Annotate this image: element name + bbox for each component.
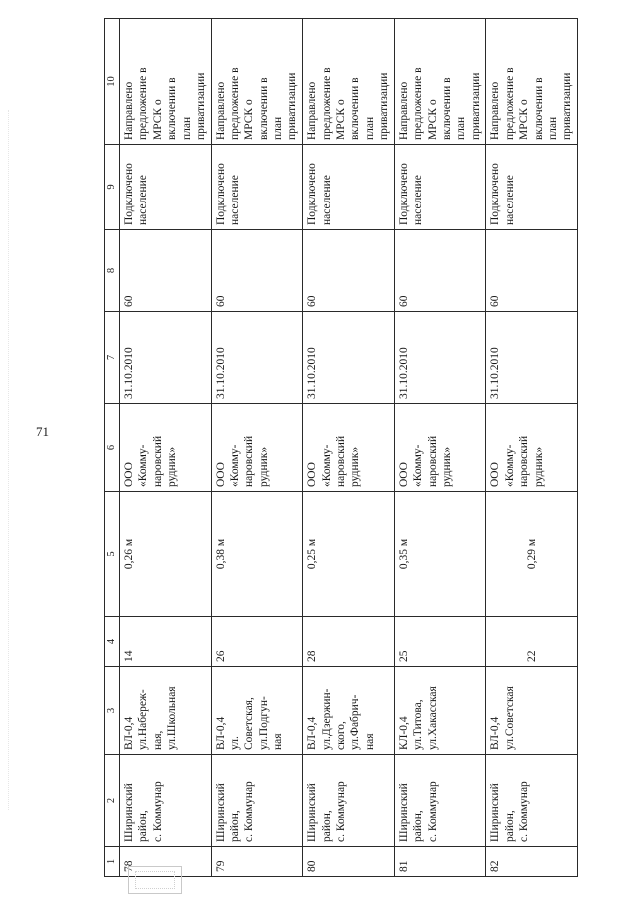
length-cell: 25	[394, 617, 486, 667]
location-line: Ширинский	[306, 783, 319, 842]
owner-cell	[211, 404, 303, 492]
percent-cell: 60	[211, 230, 303, 312]
owner-line: рудник»	[349, 446, 362, 487]
percent-cell: 60	[394, 230, 486, 312]
owner-line: «Комму-	[503, 444, 516, 487]
consumer-line: Подключено	[123, 163, 135, 225]
col-number: 2	[105, 755, 120, 847]
date-cell: 31.10.2010	[394, 312, 486, 404]
location-line: с. Коммунар	[334, 781, 347, 842]
table-row	[120, 19, 212, 877]
col-number: 9	[105, 145, 120, 230]
consumer-line: Подключено	[214, 163, 227, 225]
owner-line: рудник»	[166, 446, 179, 487]
note-line: МРСК о	[518, 99, 531, 140]
line-text: ул.Дзержин-	[320, 688, 333, 750]
percent-cell: 60	[303, 230, 395, 312]
row-number: 79	[211, 847, 303, 877]
location-line: с. Коммунар	[518, 781, 531, 842]
owner-line: рудник»	[532, 446, 545, 487]
note-line: предложение в	[412, 67, 425, 140]
date-cell: 31.10.2010	[486, 312, 578, 404]
section-cell: 0,38 м	[211, 492, 303, 617]
location-line: Ширинский	[489, 783, 502, 842]
note-line: МРСК о	[243, 99, 256, 140]
owner-line: «Комму-	[320, 444, 333, 487]
owner-cell	[303, 404, 395, 492]
note-line: Направлено	[489, 81, 502, 140]
location-cell	[394, 755, 486, 847]
location-cell	[211, 755, 303, 847]
owner-line: «Комму-	[228, 444, 241, 487]
date-cell: 31.10.2010	[120, 312, 212, 404]
line-text: ул.	[228, 736, 241, 750]
consumer-cell	[486, 145, 578, 230]
location-line: район,	[412, 810, 425, 842]
note-cell	[211, 19, 303, 145]
line-text: ная	[272, 733, 285, 750]
row-number: 78	[120, 847, 212, 877]
infrastructure-table	[104, 18, 578, 877]
section-cell: 0,29 м	[486, 492, 578, 617]
length-cell: 28	[303, 617, 395, 667]
note-line: Направлено	[397, 81, 410, 140]
line-text: ул.Школьная	[166, 686, 179, 750]
note-line: включении в	[257, 77, 270, 140]
section-cell: 0,35 м	[394, 492, 486, 617]
consumer-line: население	[412, 175, 425, 225]
note-line: приватизации	[378, 72, 391, 140]
scan-edge-mark	[8, 110, 10, 810]
section-cell: 0,26 м	[120, 492, 212, 617]
line-cell	[120, 667, 212, 755]
note-line: включении в	[166, 77, 179, 140]
col-number: 3	[105, 667, 120, 755]
owner-cell	[120, 404, 212, 492]
consumer-line: Подключено	[397, 163, 410, 225]
stamp-mark	[128, 866, 182, 894]
line-cell	[303, 667, 395, 755]
note-line: предложение в	[137, 67, 150, 140]
owner-line: «Комму-	[412, 444, 425, 487]
note-line: Направлено	[123, 81, 135, 140]
owner-cell	[394, 404, 486, 492]
note-cell	[303, 19, 395, 145]
line-text: ВЛ-0,4	[214, 716, 227, 750]
column-number-row	[105, 19, 120, 877]
col-number: 1	[105, 847, 120, 877]
table-row	[394, 19, 486, 877]
note-line: МРСК о	[334, 99, 347, 140]
row-number: 82	[486, 847, 578, 877]
table-row	[486, 19, 578, 877]
note-line: Направлено	[306, 81, 319, 140]
consumer-line: население	[503, 175, 516, 225]
note-line: включении в	[349, 77, 362, 140]
note-line: предложение в	[228, 67, 241, 140]
table-row	[303, 19, 395, 877]
length-cell: 14	[120, 617, 212, 667]
consumer-line: население	[137, 175, 150, 225]
note-line: план	[546, 116, 559, 140]
col-number: 5	[105, 492, 120, 617]
section-cell: 0,25 м	[303, 492, 395, 617]
col-number: 6	[105, 404, 120, 492]
line-text: ВЛ-0,4	[306, 716, 319, 750]
note-cell	[486, 19, 578, 145]
note-line: план	[363, 116, 376, 140]
consumer-cell	[211, 145, 303, 230]
owner-line: наровский	[243, 435, 256, 487]
table-row	[211, 19, 303, 877]
owner-line: наровский	[151, 435, 164, 487]
owner-line: ООО	[214, 462, 227, 487]
owner-line: ООО	[489, 462, 502, 487]
line-text: ул.Хакасская	[426, 686, 439, 750]
consumer-cell	[303, 145, 395, 230]
location-line: Ширинский	[123, 783, 135, 842]
note-cell	[120, 19, 212, 145]
consumer-cell	[120, 145, 212, 230]
col-number: 10	[105, 19, 120, 145]
note-line: МРСК о	[426, 99, 439, 140]
note-line: приватизации	[561, 72, 574, 140]
col-number: 4	[105, 617, 120, 667]
line-text: ского,	[334, 721, 347, 750]
location-line: Ширинский	[397, 783, 410, 842]
row-number: 80	[303, 847, 395, 877]
owner-line: «Комму-	[137, 444, 150, 487]
consumer-line: Подключено	[306, 163, 319, 225]
length-cell: 22	[486, 617, 578, 667]
line-text: ул.Фабрич-	[349, 694, 362, 750]
owner-line: ООО	[306, 462, 319, 487]
note-cell	[394, 19, 486, 145]
consumer-line: население	[228, 175, 241, 225]
note-line: Направлено	[214, 81, 227, 140]
note-line: план	[455, 116, 468, 140]
percent-cell: 60	[120, 230, 212, 312]
note-line: план	[272, 116, 285, 140]
owner-line: ООО	[123, 462, 135, 487]
owner-line: рудник»	[257, 446, 270, 487]
line-text: Советская,	[243, 697, 256, 750]
location-line: Ширинский	[214, 783, 227, 842]
line-text: ул.Подгун-	[257, 696, 270, 750]
length-cell: 26	[211, 617, 303, 667]
date-cell: 31.10.2010	[211, 312, 303, 404]
consumer-line: Подключено	[489, 163, 502, 225]
note-line: план	[180, 116, 193, 140]
line-text: ул.Титова,	[412, 699, 425, 750]
percent-cell: 60	[486, 230, 578, 312]
line-text: ВЛ-0,4	[123, 716, 135, 750]
line-text: ВЛ-0,4	[489, 716, 502, 750]
line-text: КЛ-0,4	[397, 716, 410, 750]
note-line: МРСК о	[151, 99, 164, 140]
page-number: 71	[36, 424, 49, 439]
line-text: ная,	[151, 730, 164, 750]
location-cell	[486, 755, 578, 847]
location-line: с. Коммунар	[151, 781, 164, 842]
stamp-inner-box	[135, 871, 175, 889]
location-line: район,	[320, 810, 333, 842]
location-line: район,	[503, 810, 516, 842]
owner-line: наровский	[426, 435, 439, 487]
note-line: приватизации	[286, 72, 299, 140]
line-cell	[486, 667, 578, 755]
owner-line: рудник»	[440, 446, 453, 487]
owner-cell	[486, 404, 578, 492]
location-line: район,	[137, 810, 150, 842]
location-cell	[303, 755, 395, 847]
rotated-table-container	[104, 19, 578, 877]
row-number: 81	[394, 847, 486, 877]
col-number: 7	[105, 312, 120, 404]
note-line: предложение в	[503, 67, 516, 140]
line-cell	[211, 667, 303, 755]
note-line: приватизации	[469, 72, 482, 140]
note-line: включении в	[440, 77, 453, 140]
consumer-cell	[394, 145, 486, 230]
note-line: включении в	[532, 77, 545, 140]
consumer-line: население	[320, 175, 333, 225]
owner-line: наровский	[334, 435, 347, 487]
col-number: 8	[105, 230, 120, 312]
note-line: приватизации	[194, 72, 207, 140]
note-line: предложение в	[320, 67, 333, 140]
line-text: ул.Набереж-	[137, 689, 150, 750]
location-cell	[120, 755, 212, 847]
location-line: с. Коммунар	[243, 781, 256, 842]
owner-line: ООО	[397, 462, 410, 487]
line-text: ул.Советская	[503, 686, 516, 750]
location-line: район,	[228, 810, 241, 842]
date-cell: 31.10.2010	[303, 312, 395, 404]
line-text: ная	[363, 733, 376, 750]
location-line: с. Коммунар	[426, 781, 439, 842]
line-cell	[394, 667, 486, 755]
owner-line: наровский	[518, 435, 531, 487]
